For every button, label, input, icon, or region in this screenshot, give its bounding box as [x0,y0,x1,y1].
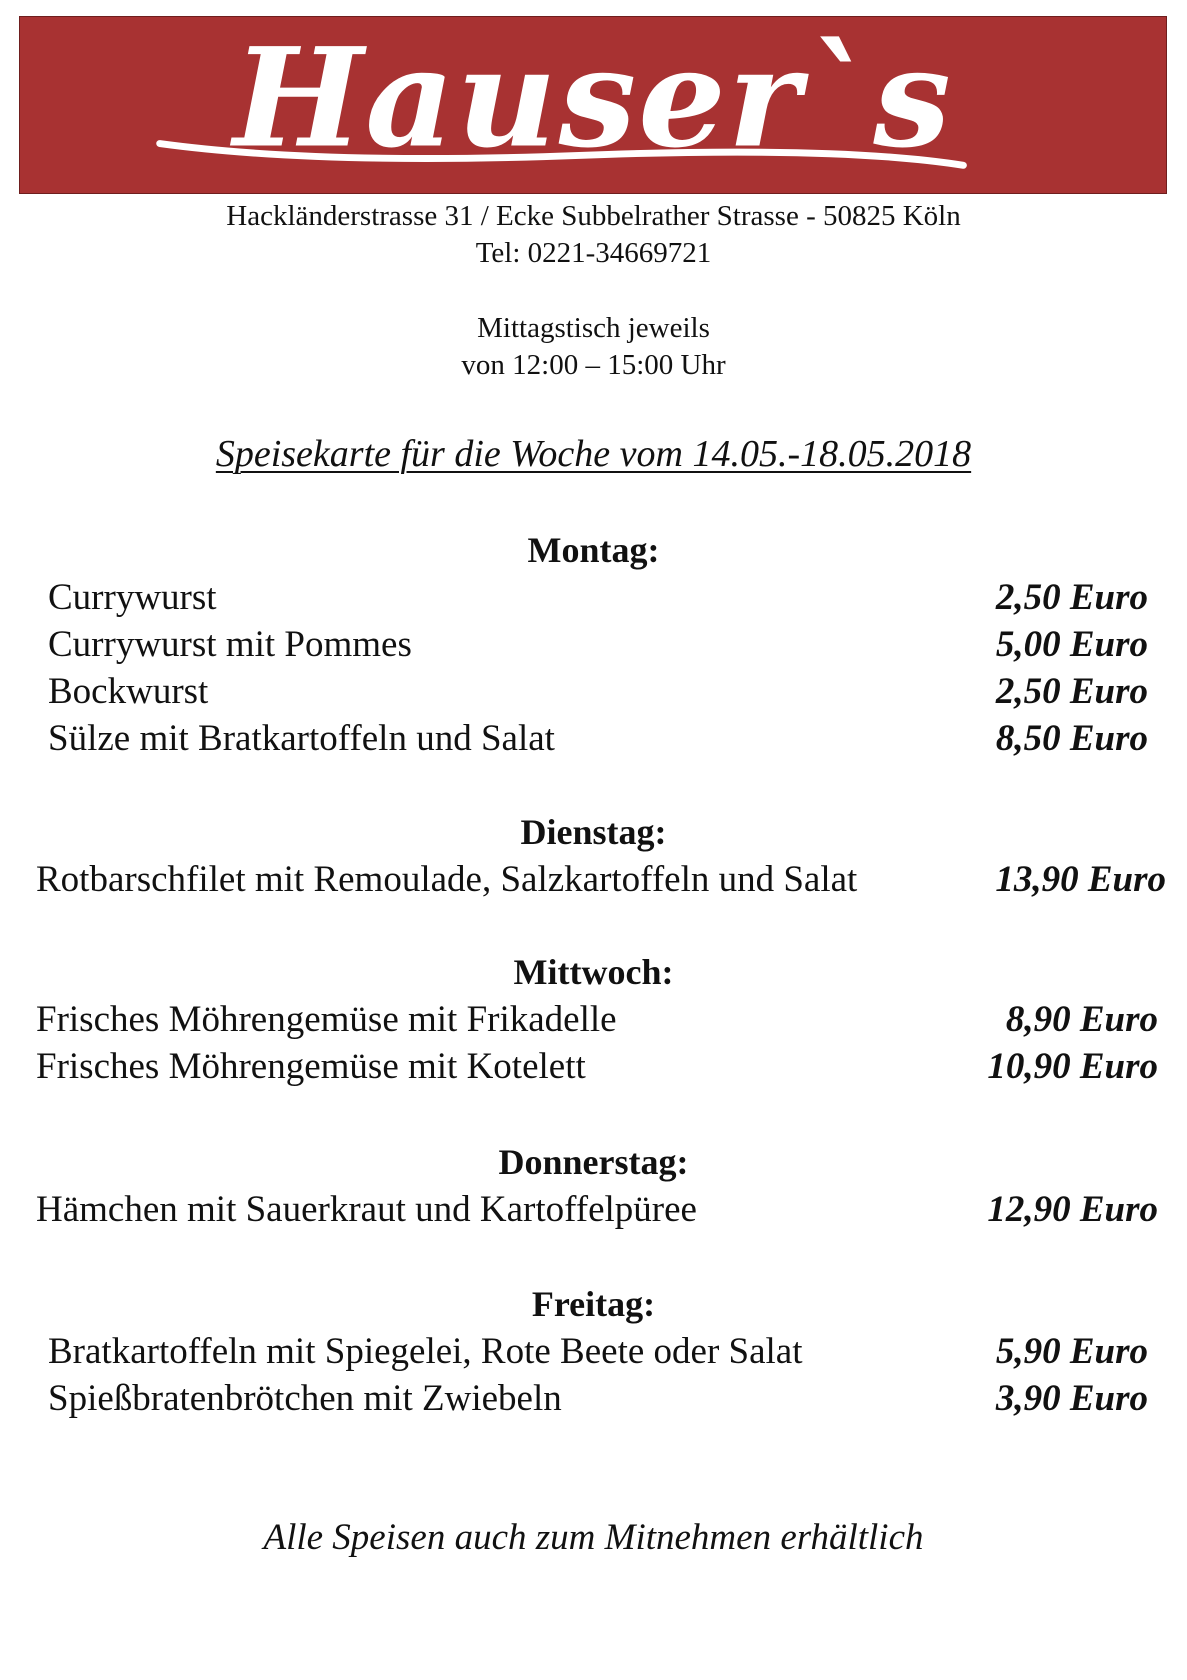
week-title: Speisekarte für die Woche vom 14.05.-18.05.2018 [215,433,972,475]
menu-item [36,1187,1158,1233]
takeaway-note: Alle Speisen auch zum Mitnehmen erhältlich [263,1517,924,1558]
dish-name: Sülze mit Bratkartoffeln und Salat [48,718,555,759]
dish-name: Frisches Möhrengemüse mit Frikadelle [36,999,617,1040]
day-heading-freitag: Freitag: [531,1284,656,1324]
dish-name: Bratkartoffeln mit Spiegelei, Rote Beete oder Salat [48,1331,803,1372]
phone-line: Tel: 0221-34669721 [475,237,712,269]
menu-item [48,575,1148,621]
menu-item [48,716,1148,762]
hours-line-1: Mittagstisch jeweils [477,312,710,344]
dish-name: Currywurst mit Pommes [48,624,412,665]
day-heading-donnerstag: Donnerstag: [498,1142,689,1182]
dish-name: Rotbarschfilet mit Remoulade, Salzkartoffeln und Salat [36,859,858,900]
dish-price: 2,50 Euro [995,577,1148,618]
hours-line-2: von 12:00 – 15:00 Uhr [461,349,726,381]
menu-item [48,622,1148,668]
menu-item [48,1329,1148,1375]
dish-price: 12,90 Euro [987,1189,1158,1230]
dish-name: Bockwurst [48,671,209,712]
day-heading-dienstag: Dienstag: [520,812,667,852]
dish-price: 8,50 Euro [995,718,1148,759]
dish-price: 5,00 Euro [995,624,1148,665]
menu-item [48,669,1148,715]
menu-item [36,997,1158,1043]
dish-price: 2,50 Euro [995,671,1148,712]
day-heading-mittwoch: Mittwoch: [513,952,674,992]
dish-name: Spießbratenbrötchen mit Zwiebeln [48,1378,562,1419]
dish-price: 3,90 Euro [995,1378,1148,1419]
dish-price: 10,90 Euro [987,1046,1158,1087]
address-line: Hackländerstrasse 31 / Ecke Subbelrather Strasse - 50825 Köln [226,200,961,232]
dish-name: Hämchen mit Sauerkraut und Kartoffelpüree [36,1189,697,1230]
menu-item [48,1376,1148,1422]
dish-name: Frisches Möhrengemüse mit Kotelett [36,1046,586,1087]
dish-name: Currywurst [48,577,217,618]
dish-price: 13,90 Euro [995,859,1166,900]
menu-item [36,1044,1158,1090]
brand-logo-text: Hauser`s [233,18,953,179]
day-heading-montag: Montag: [527,530,660,570]
brand-banner [19,16,1167,194]
menu-item [36,857,1166,903]
brand-logo [20,17,1166,193]
dish-price: 8,90 Euro [1005,999,1158,1040]
dish-price: 5,90 Euro [995,1331,1148,1372]
